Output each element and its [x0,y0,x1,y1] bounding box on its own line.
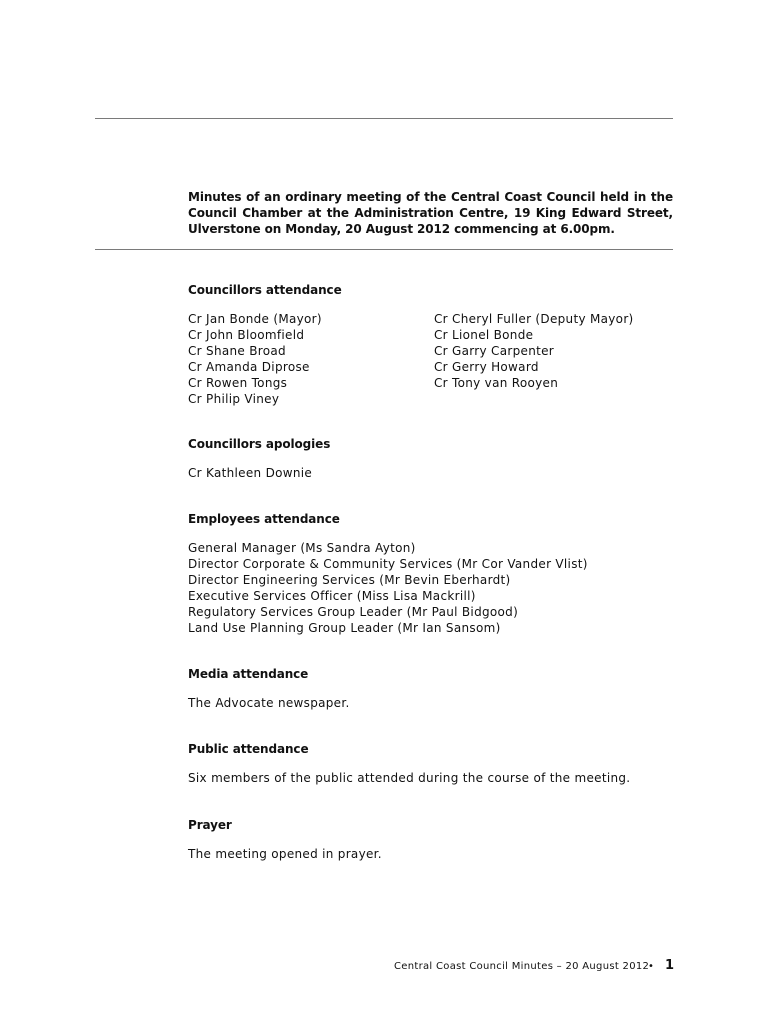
employee-entry: Regulatory Services Group Leader (Mr Paul Bidgood) [188,604,519,619]
section-heading: Councillors attendance [188,283,342,297]
section-heading: Employees attendance [188,512,340,526]
councillor-name: Cr Shane Broad [188,343,286,358]
councillor-name: Cr Lionel Bonde [434,327,534,342]
page-footer [394,958,684,976]
section-heading: Councillors apologies [188,437,331,451]
section-heading: Public attendance [188,742,309,756]
footer-title: Central Coast Council Minutes – 20 August 2012 [394,961,650,972]
councillor-name: Cr Gerry Howard [434,359,539,374]
councillor-name: Cr Amanda Diprose [188,359,310,374]
media-text: The Advocate newspaper. [188,696,350,710]
councillors-right-column [434,312,634,392]
section-heading: Media attendance [188,667,309,681]
public-text: Six members of the public attended during the course of the meeting. [188,771,631,785]
employees-list [188,541,678,636]
councillor-name: Cr Philip Viney [188,391,280,406]
councillors-attendance-section [188,282,678,412]
councillor-name: Cr Jan Bonde (Mayor) [188,312,322,326]
section-heading: Prayer [188,818,232,832]
intro-divider [95,249,673,250]
public-attendance-section [188,741,678,787]
employees-attendance-section [188,511,678,636]
employee-entry: Director Corporate & Community Services (Mr Cor Vander Vlist) [188,556,588,571]
employee-entry: General Manager (Ms Sandra Ayton) [188,541,416,555]
apologies-list [188,466,678,482]
apology-name: Cr Kathleen Downie [188,466,313,480]
councillor-name: Cr John Bloomfield [188,327,305,342]
councillors-apologies-section [188,436,678,482]
employee-entry: Executive Services Officer (Miss Lisa Mackrill) [188,588,476,603]
councillor-name: Cr Cheryl Fuller (Deputy Mayor) [434,312,634,326]
minutes-intro: Minutes of an ordinary meeting of the Central Coast Council held in the Council Chamber at the Administration Centre, 19 King Edward Street, Ulverstone on Monday, 20 August 2012 commencing at 6.00pm. [188,190,673,236]
employee-entry: Director Engineering Services (Mr Bevin Eberhardt) [188,572,511,587]
top-divider [95,118,673,119]
councillor-name: Cr Rowen Tongs [188,375,288,390]
prayer-text: The meeting opened in prayer. [188,847,382,861]
footer-bullet: • [648,961,655,972]
councillors-left-column [188,312,322,407]
councillors-columns [188,312,678,412]
councillor-name: Cr Tony van Rooyen [434,375,559,390]
prayer-section [188,817,678,863]
employee-entry: Land Use Planning Group Leader (Mr Ian Sansom) [188,620,501,635]
media-attendance-section [188,666,678,712]
councillor-name: Cr Garry Carpenter [434,343,555,358]
page-number: 1 [665,958,675,973]
